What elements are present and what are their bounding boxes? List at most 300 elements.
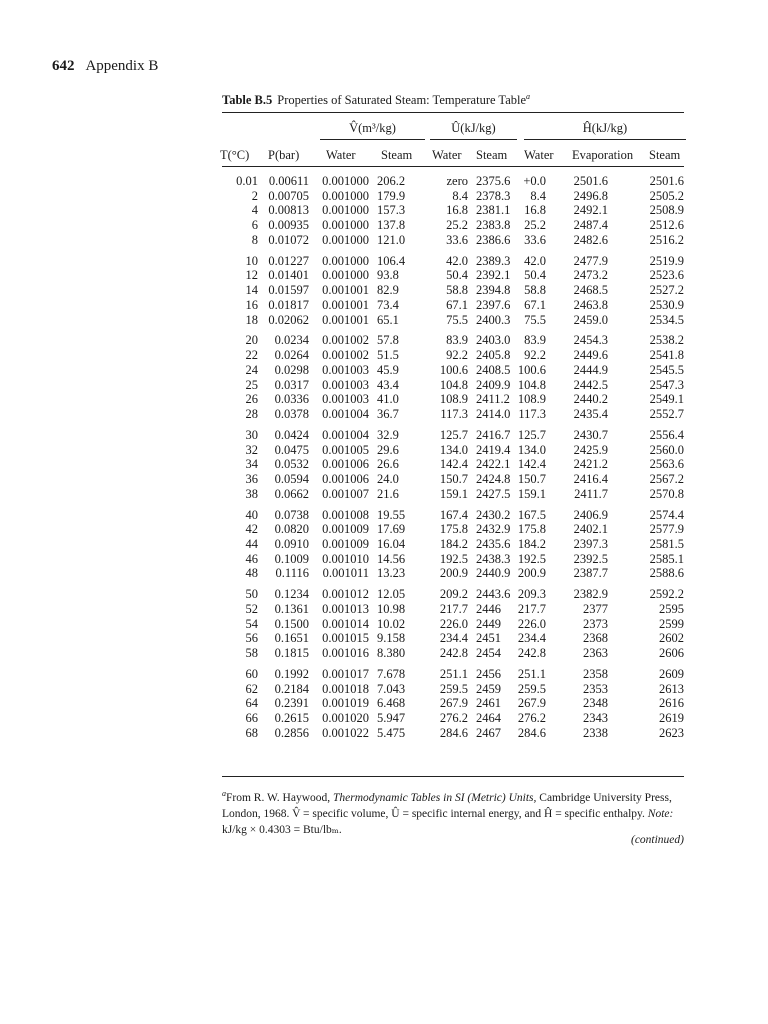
- cell-h-steam: 2570.8: [649, 486, 684, 501]
- cell-u-water: 16.8: [446, 203, 468, 218]
- cell-v-water: 0.001003: [322, 377, 369, 392]
- cell-t: 44: [245, 536, 258, 551]
- cell-h-steam: 2519.9: [649, 253, 684, 268]
- cell-v-steam: 82.9: [377, 283, 399, 298]
- cell-p: 0.0910: [274, 536, 309, 551]
- table-title: Properties of Saturated Steam: Temperature Table: [277, 93, 527, 108]
- cell-t: 36: [245, 471, 258, 486]
- cell-v-water: 0.001000: [322, 218, 369, 233]
- cell-u-water: 67.1: [446, 297, 468, 312]
- cell-u-steam: 2378.3: [476, 188, 511, 203]
- cell-v-steam: 9.158: [377, 631, 406, 646]
- cell-v-water: 0.001000: [322, 188, 369, 203]
- cell-u-water: 142.4: [439, 457, 468, 472]
- cell-h-evaporation: 2338: [583, 725, 608, 740]
- cell-t: 52: [245, 601, 258, 616]
- cell-h-steam: 2581.5: [649, 536, 684, 551]
- cell-h-evaporation: 2353: [583, 681, 608, 696]
- cell-v-steam: 41.0: [377, 392, 399, 407]
- cell-v-water: 0.001000: [322, 203, 369, 218]
- cell-h-water: 75.5: [524, 312, 546, 327]
- cell-h-water: 150.7: [517, 471, 546, 486]
- page-header: [52, 58, 158, 75]
- cell-v-water: 0.001014: [322, 616, 369, 631]
- cell-v-steam: 32.9: [377, 427, 399, 442]
- cell-u-steam: 2454: [476, 646, 501, 660]
- cell-t: 18: [245, 312, 258, 327]
- cell-v-water: 0.001022: [322, 725, 369, 740]
- cell-v-water: 0.001000: [322, 232, 369, 247]
- cell-p: 0.01227: [268, 253, 309, 268]
- cell-p: 0.0820: [274, 522, 309, 537]
- cell-u-water: 276.2: [439, 711, 468, 725]
- cell-p: 0.0378: [274, 406, 309, 421]
- cell-v-steam: 17.69: [377, 522, 406, 537]
- cell-t: 26: [245, 392, 258, 407]
- cell-h-evaporation: 2477.9: [573, 253, 608, 268]
- cell-h-evaporation: 2368: [583, 631, 608, 646]
- cell-t: 32: [245, 442, 258, 457]
- cell-u-water: 42.0: [446, 253, 468, 268]
- cell-v-water: 0.001009: [322, 522, 369, 537]
- col-header-v-water: Water: [326, 148, 356, 162]
- cell-h-evaporation: 2392.5: [573, 551, 608, 566]
- cell-p: 0.01072: [268, 232, 309, 247]
- cell-t: 38: [245, 486, 258, 501]
- cell-v-water: 0.001010: [322, 551, 369, 566]
- cell-p: 0.2615: [274, 711, 309, 725]
- cell-v-water: 0.001006: [322, 457, 369, 472]
- cell-h-water: 226.0: [517, 616, 546, 631]
- cell-t: 54: [245, 616, 258, 631]
- cell-u-water: 192.5: [439, 551, 468, 566]
- cell-v-steam: 8.380: [377, 646, 406, 660]
- cell-h-evaporation: 2348: [583, 696, 608, 711]
- cell-p: 0.1009: [274, 551, 309, 566]
- cell-h-water: 100.6: [517, 362, 546, 377]
- cell-h-steam: 2549.1: [649, 392, 684, 407]
- cell-h-water: 83.9: [524, 333, 546, 348]
- cell-h-evaporation: 2397.3: [573, 536, 608, 551]
- cell-t: 50: [245, 587, 258, 602]
- cell-h-water: 209.3: [517, 587, 546, 602]
- cell-u-water: 226.0: [439, 616, 468, 631]
- cell-h-evaporation: 2473.2: [573, 268, 608, 283]
- cell-v-water: 0.001001: [322, 297, 369, 312]
- header-bottom-rule: [222, 166, 684, 167]
- col-header-h-evaporation: Evaporation: [572, 148, 634, 162]
- table-id: Table B.5: [222, 93, 273, 108]
- cell-u-steam: 2451: [476, 631, 501, 646]
- cell-v-water: 0.001003: [322, 392, 369, 407]
- footnote-source-title: Thermodynamic Tables in SI (Metric) Units,: [333, 791, 537, 804]
- cell-v-water: 0.001005: [322, 442, 369, 457]
- cell-h-steam: 2552.7: [649, 406, 684, 421]
- cell-v-water: 0.001000: [322, 253, 369, 268]
- cell-v-steam: 5.947: [377, 711, 406, 725]
- cell-h-water: 33.6: [524, 232, 546, 247]
- cell-p: 0.1651: [274, 631, 309, 646]
- cell-u-steam: 2394.8: [476, 283, 511, 298]
- cell-u-water: 33.6: [446, 232, 468, 247]
- cell-t: 12: [245, 268, 258, 283]
- cell-t: 16: [245, 297, 258, 312]
- cell-v-water: 0.001001: [322, 312, 369, 327]
- cell-u-water: 267.9: [439, 696, 468, 711]
- running-head: Appendix B: [85, 58, 159, 74]
- cell-v-steam: 93.8: [377, 268, 399, 283]
- cell-h-evaporation: 2492.1: [573, 203, 608, 218]
- cell-v-water: 0.001002: [322, 348, 369, 363]
- cell-u-water: 58.8: [446, 283, 468, 298]
- cell-h-steam: 2619: [659, 711, 684, 725]
- page-number: 642: [52, 58, 75, 74]
- cell-t: 22: [245, 348, 258, 363]
- cell-h-steam: 2616: [659, 696, 684, 711]
- cell-v-water: 0.001008: [322, 507, 369, 522]
- cell-p: 0.00705: [268, 188, 309, 203]
- cell-u-steam: 2400.3: [476, 312, 511, 327]
- cell-p: 0.0234: [274, 333, 309, 348]
- cell-t: 62: [245, 681, 258, 696]
- footnote-publisher: Cambridge University Press, London, 1968. V̂ = specific volume, Û = specific internal energy, and Ĥ = specific enthalpy.: [222, 791, 672, 820]
- cell-h-water: 167.5: [517, 507, 546, 522]
- cell-h-steam: 2560.0: [649, 442, 684, 457]
- cell-h-water: 125.7: [517, 427, 546, 442]
- group-header-enthalpy: Ĥ(kJ/kg): [582, 121, 628, 135]
- cell-u-steam: 2383.8: [476, 218, 511, 233]
- cell-u-steam: 2427.5: [476, 486, 511, 501]
- cell-v-water: 0.001016: [322, 646, 369, 660]
- col-header-u-water: Water: [432, 148, 462, 162]
- cell-u-steam: 2446: [476, 601, 501, 616]
- cell-h-water: 175.8: [517, 522, 546, 537]
- cell-u-water: zero: [446, 174, 468, 188]
- table-caption: [222, 92, 530, 108]
- cell-h-evaporation: 2343: [583, 711, 608, 725]
- cell-t: 8: [251, 232, 258, 247]
- cell-v-steam: 7.678: [377, 666, 406, 681]
- cell-t: 6: [251, 218, 258, 233]
- cell-h-evaporation: 2459.0: [573, 312, 608, 327]
- cell-v-water: 0.001011: [322, 566, 369, 581]
- cell-h-water: 251.1: [517, 666, 546, 681]
- cell-u-water: 242.8: [439, 646, 468, 660]
- cell-h-steam: 2527.2: [649, 283, 684, 298]
- cell-p: 0.01597: [268, 283, 309, 298]
- cell-v-steam: 51.5: [377, 348, 399, 363]
- cell-h-evaporation: 2449.6: [573, 348, 608, 363]
- cell-p: 0.1116: [275, 566, 309, 581]
- cell-v-water: 0.001002: [322, 333, 369, 348]
- cell-h-water: 50.4: [524, 268, 546, 283]
- cell-p: 0.2856: [274, 725, 309, 740]
- cell-v-steam: 24.0: [377, 471, 399, 486]
- cell-v-water: 0.001009: [322, 536, 369, 551]
- cell-t: 14: [245, 283, 258, 298]
- cell-h-steam: 2547.3: [649, 377, 684, 392]
- cell-v-water: 0.001017: [322, 666, 369, 681]
- cell-p: 0.1234: [274, 587, 309, 602]
- cell-u-steam: 2411.2: [476, 392, 510, 407]
- cell-h-evaporation: 2468.5: [573, 283, 608, 298]
- cell-p: 0.01817: [268, 297, 309, 312]
- cell-h-steam: 2516.2: [649, 232, 684, 247]
- cell-v-water: 0.001013: [322, 601, 369, 616]
- cell-h-water: 25.2: [524, 218, 546, 233]
- cell-h-water: +0.0: [523, 174, 546, 188]
- cell-u-water: 175.8: [439, 522, 468, 537]
- cell-h-steam: 2563.6: [649, 457, 684, 472]
- footnote-prefix: From R. W. Haywood,: [226, 791, 334, 804]
- cell-t: 30: [245, 427, 258, 442]
- cell-u-steam: 2392.1: [476, 268, 511, 283]
- cell-h-evaporation: 2496.8: [573, 188, 608, 203]
- cell-p: 0.0264: [274, 348, 309, 363]
- cell-u-steam: 2419.4: [476, 442, 511, 457]
- cell-h-evaporation: 2406.9: [573, 507, 608, 522]
- cell-u-steam: 2389.3: [476, 253, 511, 268]
- cell-h-steam: 2501.6: [649, 174, 684, 188]
- cell-u-steam: 2430.2: [476, 507, 511, 522]
- cell-h-water: 192.5: [517, 551, 546, 566]
- table-top-rule: [222, 112, 684, 113]
- cell-v-steam: 29.6: [377, 442, 399, 457]
- cell-u-steam: 2449: [476, 616, 501, 631]
- cell-t: 46: [245, 551, 258, 566]
- cell-t: 0.01: [236, 174, 258, 188]
- cell-u-steam: 2438.3: [476, 551, 511, 566]
- cell-u-water: 50.4: [446, 268, 468, 283]
- cell-t: 4: [251, 203, 258, 218]
- cell-v-water: 0.001003: [322, 362, 369, 377]
- cell-v-water: 0.001000: [322, 268, 369, 283]
- cell-h-water: 276.2: [517, 711, 546, 725]
- cell-h-water: 67.1: [524, 297, 546, 312]
- col-header-h-steam: Steam: [649, 148, 681, 162]
- cell-h-evaporation: 2382.9: [573, 587, 608, 602]
- cell-h-evaporation: 2442.5: [573, 377, 608, 392]
- cell-u-steam: 2381.1: [476, 203, 511, 218]
- cell-p: 0.1500: [274, 616, 309, 631]
- cell-v-steam: 121.0: [377, 232, 406, 247]
- cell-h-water: 234.4: [517, 631, 546, 646]
- cell-t: 60: [245, 666, 258, 681]
- cell-p: 0.1361: [274, 601, 309, 616]
- cell-p: 0.0317: [274, 377, 309, 392]
- cell-v-water: 0.001019: [322, 696, 369, 711]
- cell-u-steam: 2424.8: [476, 471, 511, 486]
- cell-h-evaporation: 2435.4: [573, 406, 608, 421]
- cell-p: 0.0336: [274, 392, 309, 407]
- cell-u-water: 92.2: [446, 348, 468, 363]
- cell-h-water: 42.0: [524, 253, 546, 268]
- cell-h-evaporation: 2387.7: [573, 566, 608, 581]
- cell-u-steam: 2443.6: [476, 587, 511, 602]
- title-note-mark: a: [526, 92, 531, 101]
- cell-v-steam: 6.468: [377, 696, 406, 711]
- cell-h-steam: 2505.2: [649, 188, 684, 203]
- cell-p: 0.0298: [274, 362, 309, 377]
- cell-t: 68: [245, 725, 258, 740]
- cell-u-water: 100.6: [439, 362, 468, 377]
- cell-u-water: 200.9: [439, 566, 468, 581]
- cell-h-water: 259.5: [517, 681, 546, 696]
- cell-v-steam: 10.02: [377, 616, 406, 631]
- volume-span-rule: [320, 139, 425, 140]
- cell-v-steam: 10.98: [377, 601, 406, 616]
- cell-v-steam: 14.56: [377, 551, 406, 566]
- cell-h-water: 242.8: [517, 646, 546, 660]
- cell-v-water: 0.001001: [322, 283, 369, 298]
- cell-v-steam: 73.4: [377, 297, 399, 312]
- cell-h-steam: 2556.4: [649, 427, 684, 442]
- cell-u-water: 251.1: [439, 666, 468, 681]
- cell-h-water: 104.8: [517, 377, 546, 392]
- cell-p: 0.00813: [268, 203, 309, 218]
- cell-h-steam: 2602: [659, 631, 684, 646]
- cell-v-steam: 19.55: [377, 507, 406, 522]
- cell-v-water: 0.001012: [322, 587, 369, 602]
- cell-u-water: 25.2: [446, 218, 468, 233]
- cell-u-steam: 2409.9: [476, 377, 511, 392]
- cell-u-water: 125.7: [439, 427, 468, 442]
- cell-h-steam: 2545.5: [649, 362, 684, 377]
- cell-v-water: 0.001004: [322, 427, 369, 442]
- footnote-note-label: Note:: [647, 807, 674, 820]
- cell-u-steam: 2435.6: [476, 536, 511, 551]
- continued-label: (continued): [630, 834, 684, 846]
- cell-t: 42: [245, 522, 258, 537]
- cell-p: 0.02062: [268, 312, 309, 327]
- cell-u-water: 284.6: [439, 725, 468, 740]
- cell-v-steam: 16.04: [377, 536, 406, 551]
- cell-u-water: 83.9: [446, 333, 468, 348]
- cell-p: 0.01401: [268, 268, 309, 283]
- cell-v-water: 0.001018: [322, 681, 369, 696]
- cell-v-water: 0.001020: [322, 711, 369, 725]
- cell-h-steam: 2577.9: [649, 522, 684, 537]
- cell-u-water: 117.3: [440, 406, 468, 421]
- cell-h-steam: 2523.6: [649, 268, 684, 283]
- cell-u-steam: 2416.7: [476, 427, 511, 442]
- cell-p: 0.0738: [274, 507, 309, 522]
- cell-u-water: 184.2: [439, 536, 468, 551]
- cell-u-water: 209.2: [439, 587, 468, 602]
- cell-h-steam: 2538.2: [649, 333, 684, 348]
- cell-v-steam: 179.9: [377, 188, 406, 203]
- cell-u-steam: 2459: [476, 681, 501, 696]
- cell-u-steam: 2386.6: [476, 232, 511, 247]
- cell-u-water: 150.7: [439, 471, 468, 486]
- cell-h-water: 117.3: [518, 406, 546, 421]
- cell-v-steam: 57.8: [377, 333, 399, 348]
- cell-v-water: 0.001004: [322, 406, 369, 421]
- cell-h-evaporation: 2363: [583, 646, 608, 660]
- cell-p: 0.0532: [274, 457, 309, 472]
- cell-h-evaporation: 2421.2: [573, 457, 608, 472]
- cell-u-steam: 2467: [476, 725, 501, 740]
- cell-h-evaporation: 2440.2: [573, 392, 608, 407]
- cell-v-steam: 137.8: [377, 218, 406, 233]
- cell-h-steam: 2508.9: [649, 203, 684, 218]
- cell-t: 58: [245, 646, 258, 660]
- enthalpy-span-rule: [524, 139, 686, 140]
- cell-u-steam: 2375.6: [476, 174, 511, 188]
- cell-h-steam: 2574.4: [649, 507, 684, 522]
- cell-h-water: 184.2: [517, 536, 546, 551]
- cell-u-water: 217.7: [439, 601, 468, 616]
- cell-h-evaporation: 2373: [583, 616, 608, 631]
- cell-h-evaporation: 2501.6: [573, 174, 608, 188]
- cell-p: 0.1992: [274, 666, 309, 681]
- cell-u-water: 234.4: [439, 631, 468, 646]
- cell-v-steam: 12.05: [377, 587, 406, 602]
- cell-v-steam: 26.6: [377, 457, 399, 472]
- cell-t: 56: [245, 631, 258, 646]
- cell-u-steam: 2422.1: [476, 457, 511, 472]
- cell-h-water: 134.0: [517, 442, 546, 457]
- cell-v-water: 0.001000: [322, 174, 369, 188]
- cell-h-water: 284.6: [517, 725, 546, 740]
- cell-v-water: 0.001007: [322, 486, 369, 501]
- cell-h-evaporation: 2358: [583, 666, 608, 681]
- cell-h-water: 142.4: [517, 457, 546, 472]
- cell-t: 66: [245, 711, 258, 725]
- cell-t: 48: [245, 566, 258, 581]
- cell-h-water: 159.1: [517, 486, 546, 501]
- cell-t: 10: [245, 253, 258, 268]
- cell-h-steam: 2512.6: [649, 218, 684, 233]
- group-header-volume: V̂(m³/kg): [349, 121, 396, 135]
- cell-h-steam: 2606: [659, 646, 684, 660]
- cell-h-water: 8.4: [530, 188, 546, 203]
- cell-u-water: 167.4: [439, 507, 468, 522]
- cell-h-evaporation: 2430.7: [573, 427, 608, 442]
- cell-u-steam: 2440.9: [476, 566, 511, 581]
- cell-h-steam: 2599: [659, 616, 684, 631]
- col-header-temperature: T(°C): [220, 148, 250, 162]
- cell-u-steam: 2403.0: [476, 333, 511, 348]
- cell-u-steam: 2408.5: [476, 362, 511, 377]
- cell-h-steam: 2588.6: [649, 566, 684, 581]
- cell-t: 34: [245, 457, 258, 472]
- cell-h-evaporation: 2411.7: [574, 486, 608, 501]
- col-header-h-water: Water: [524, 148, 554, 162]
- cell-p: 0.2184: [274, 681, 309, 696]
- cell-h-water: 108.9: [517, 392, 546, 407]
- footnote-mark: a: [222, 789, 226, 798]
- cell-h-steam: 2609: [659, 666, 684, 681]
- cell-h-water: 217.7: [517, 601, 546, 616]
- cell-h-water: 92.2: [524, 348, 546, 363]
- cell-v-steam: 45.9: [377, 362, 399, 377]
- cell-v-steam: 21.6: [377, 486, 399, 501]
- cell-h-steam: 2585.1: [649, 551, 684, 566]
- cell-h-evaporation: 2444.9: [573, 362, 608, 377]
- cell-h-water: 16.8: [524, 203, 546, 218]
- cell-u-steam: 2432.9: [476, 522, 511, 537]
- energy-span-rule: [430, 139, 517, 140]
- cell-u-steam: 2464: [476, 711, 501, 725]
- cell-u-water: 104.8: [439, 377, 468, 392]
- cell-h-steam: 2530.9: [649, 297, 684, 312]
- cell-h-evaporation: 2487.4: [573, 218, 608, 233]
- cell-u-steam: 2397.6: [476, 297, 511, 312]
- cell-p: 0.0424: [274, 427, 309, 442]
- cell-u-water: 134.0: [439, 442, 468, 457]
- cell-t: 24: [245, 362, 258, 377]
